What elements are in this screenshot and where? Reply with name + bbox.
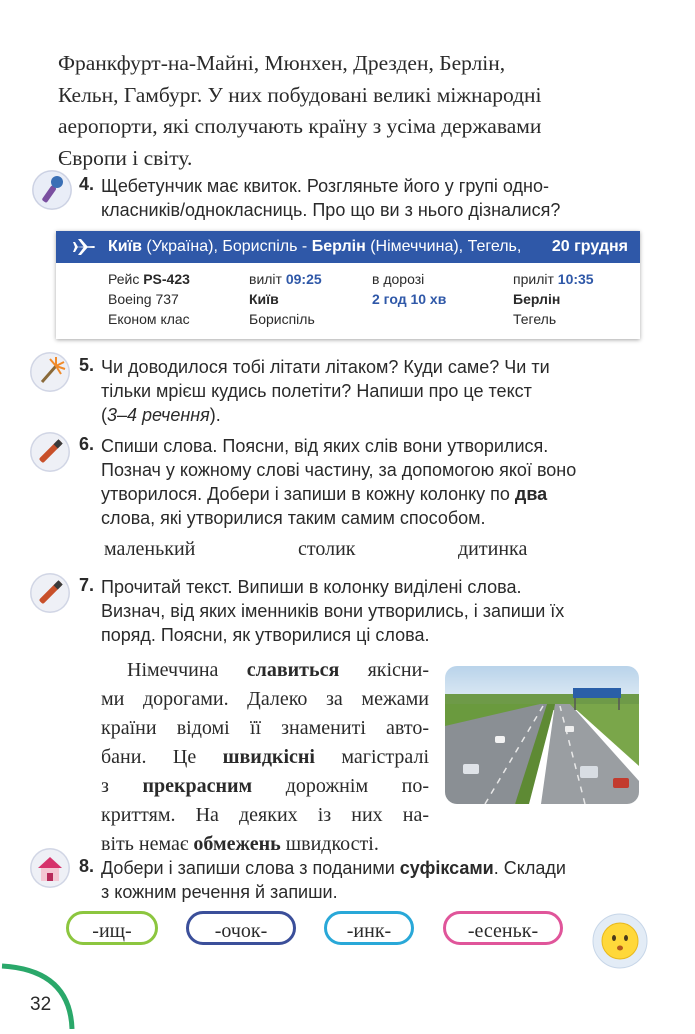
house-icon xyxy=(30,848,70,888)
task-6-line: слова, які утворилися таким самим способом. xyxy=(101,508,486,528)
reading-line: з прекрасним дорожнім по- xyxy=(101,775,429,797)
autobahn-photo xyxy=(445,666,639,804)
flight-ticket xyxy=(56,231,640,339)
intro-line: Кельн, Гамбург. У них побудовані великі міжнародні xyxy=(58,82,542,107)
ticket-departure-column xyxy=(249,269,322,329)
ticket-duration-column xyxy=(372,269,446,309)
task-5-line: Чи доводилося тобі літати літаком? Куди саме? Чи ти xyxy=(101,357,550,377)
to-details: (Німеччина), Тегель, xyxy=(365,238,522,255)
departure-time: виліт 09:25 xyxy=(249,271,322,287)
task-4-line: Щебетунчик має квиток. Розгляньте його у групі одно- xyxy=(101,176,549,196)
task-6-number: 6. xyxy=(79,434,95,454)
duration-label: в дорозі xyxy=(372,271,425,287)
departure-city: Київ xyxy=(249,291,279,307)
reading-line: віть немає обмежень швидкості. xyxy=(101,833,379,855)
task-5-line: тільки мрієш кудись полетіти? Напиши про це текст xyxy=(101,381,532,401)
task-4-number: 4. xyxy=(79,174,95,194)
intro-line: аеропорти, які сполучають країну з усіма державами xyxy=(58,114,542,138)
smiley-icon xyxy=(592,913,648,969)
task-7-text xyxy=(101,575,641,647)
task-8-line: Добери і запиши слова з поданими суфіксами. Склади xyxy=(101,858,566,878)
ticket-class: Економ клас xyxy=(108,311,190,327)
aircraft-type: Boeing 737 xyxy=(108,291,179,307)
flight-duration: 2 год 10 хв xyxy=(372,291,447,307)
arrival-city: Берлін xyxy=(513,291,561,307)
ticket-header xyxy=(56,231,640,263)
arrival-time: приліт 10:35 xyxy=(513,271,594,287)
task-6-line: Спиши слова. Поясни, від яких слів вони утворилися. xyxy=(101,436,549,456)
suffix-pill: -очок- xyxy=(186,911,296,945)
pen-icon xyxy=(30,432,70,472)
task-4-line: класників/однокласниць. Про що ви з нього дізналися? xyxy=(101,200,561,220)
task-5-text xyxy=(101,355,641,427)
page-number: 32 xyxy=(30,994,52,1015)
intro-paragraph xyxy=(58,48,648,174)
ticket-route xyxy=(108,231,521,263)
from-details: (Україна), Бориспіль - xyxy=(141,238,312,255)
task-7-line: Визнач, від яких іменників вони утворились, і запиши їх xyxy=(101,601,565,621)
task-8-text xyxy=(101,856,641,904)
task-6-line: Познач у кожному слові частину, за допомогою якої воно xyxy=(101,460,577,480)
task-7-number: 7. xyxy=(79,575,95,595)
intro-line: Європи і світу. xyxy=(58,145,193,170)
intro-line: Франкфурт-на-Майні, Мюнхен, Дрезден, Берлін, xyxy=(58,51,506,75)
task-6-text xyxy=(101,434,641,530)
word-item: маленький xyxy=(104,538,196,560)
microphone-icon xyxy=(32,170,72,210)
task-5-line: (3–4 речення). xyxy=(101,405,221,425)
task-6-line: утворилося. Добери і запиши в кожну колонку по два xyxy=(101,484,548,504)
task-7-line: поряд. Поясни, як утворилися ці слова. xyxy=(101,625,430,645)
flight-number: Рейс PS-423 xyxy=(108,271,190,287)
from-city: Київ xyxy=(108,238,142,255)
suffix-pill: -есеньк- xyxy=(443,911,563,945)
task-8-line: з кожним речення й запиши. xyxy=(101,882,338,902)
arrival-airport: Тегель xyxy=(513,311,557,327)
to-city: Берлін xyxy=(311,238,366,255)
reading-line: країни відомі її знамениті авто- xyxy=(101,717,429,739)
ticket-flight-column xyxy=(108,269,190,329)
word-item: дитинка xyxy=(458,538,528,560)
task-8-number: 8. xyxy=(79,856,95,876)
reading-line: бани. Це швидкісні магістралі xyxy=(101,746,430,768)
task-7-line: Прочитай текст. Випиши в колонку виділені слова. xyxy=(101,577,522,597)
reading-text xyxy=(101,656,429,859)
reading-line: Німеччина славиться якісни- xyxy=(127,659,430,681)
reading-line: ми дорогами. Далеко за межами xyxy=(101,688,429,710)
pen-icon xyxy=(30,573,70,613)
airplane-icon xyxy=(72,237,96,257)
ticket-date: 20 грудня xyxy=(551,238,628,255)
suffix-pill: -инк- xyxy=(324,911,414,945)
departure-airport: Бориспіль xyxy=(249,311,315,327)
task-4-text xyxy=(101,174,641,222)
task-5-number: 5. xyxy=(79,355,95,375)
word-item: столик xyxy=(298,538,356,560)
ticket-arrival-column xyxy=(513,269,594,329)
suffix-pill: -ищ- xyxy=(66,911,158,945)
sparkler-icon xyxy=(30,352,70,392)
reading-line: криттям. На деяких із них на- xyxy=(101,804,429,826)
